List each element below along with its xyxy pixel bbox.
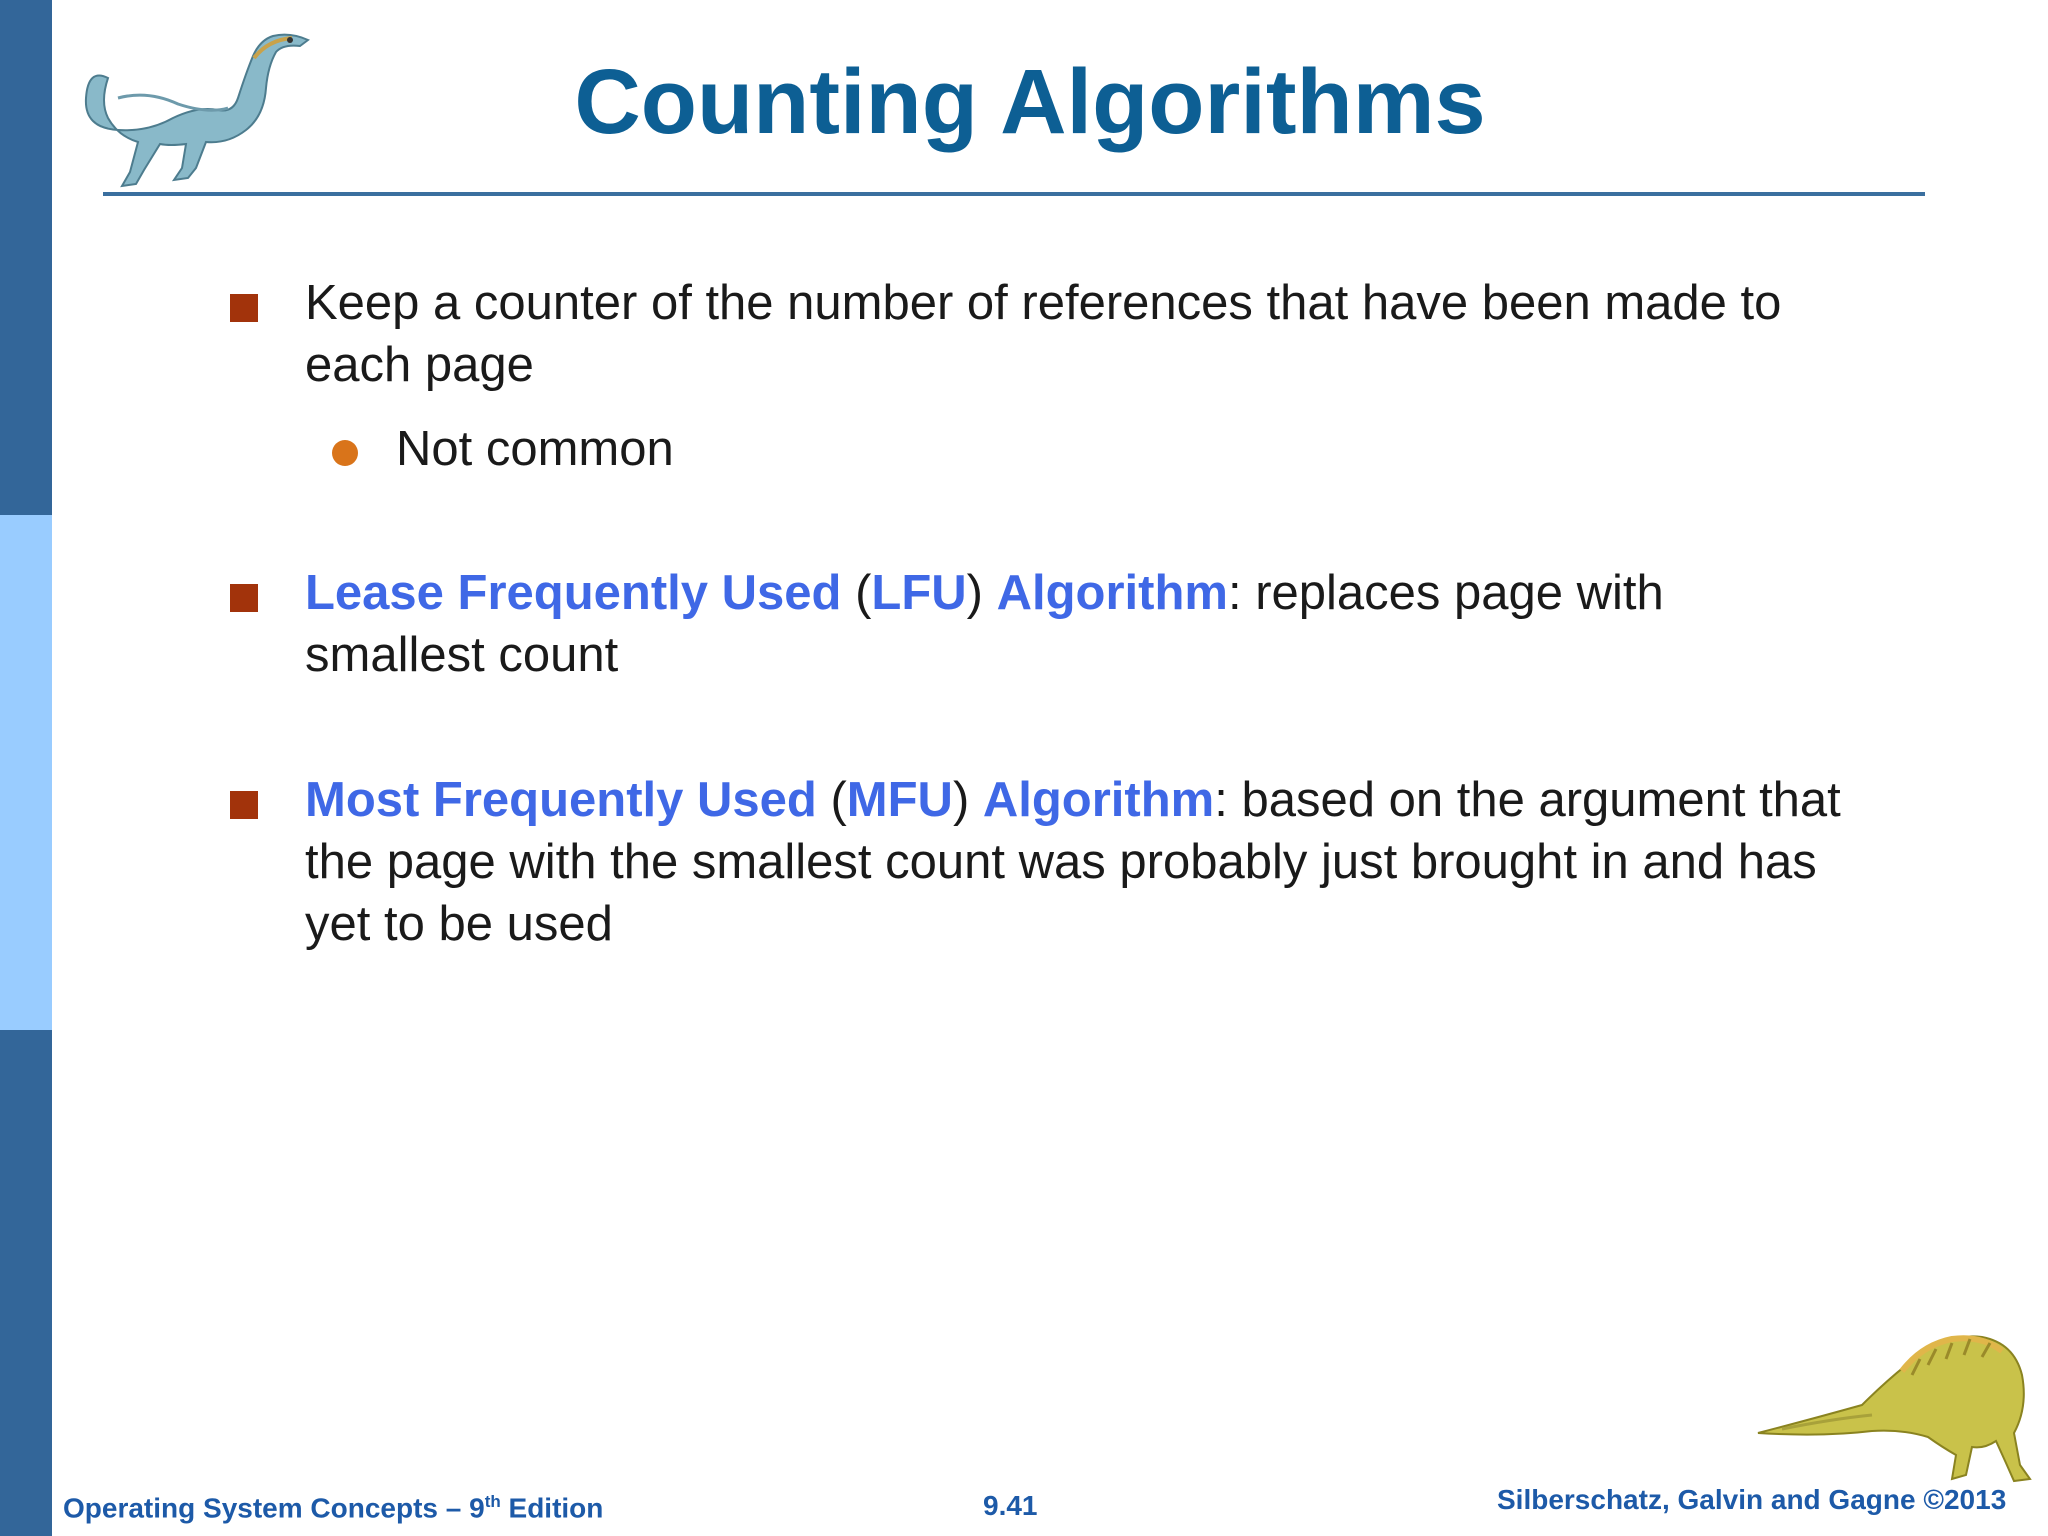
round-bullet-icon <box>332 440 358 466</box>
bullet-2-paren-open: ( <box>841 566 872 620</box>
footer-book-title <box>63 1492 603 1524</box>
title-divider <box>103 192 1925 196</box>
lfu-acronym: LFU <box>871 566 967 620</box>
footer-book-suffix: Edition <box>500 1492 604 1524</box>
footer-copyright: Silberschatz, Galvin and Gagne ©2013 <box>1497 1484 2007 1515</box>
bullet-2 <box>230 562 1850 686</box>
mfu-algorithm-word: Algorithm <box>982 773 1215 827</box>
footer-book-prefix: Operating System Concepts – 9 <box>63 1492 485 1524</box>
lfu-description: : replaces page with smallest count <box>305 566 1664 682</box>
bullet-1-text: Keep a counter of the number of references that have been made to each page <box>305 276 1782 392</box>
bullet-1 <box>230 272 1850 396</box>
square-bullet-icon <box>230 791 258 819</box>
dinosaur-icon <box>78 18 314 190</box>
bullet-3-text <box>305 769 1850 955</box>
sidebar-dark-top <box>0 0 52 515</box>
mfu-term: Most Frequently Used <box>305 773 817 827</box>
sub-bullet-1 <box>332 418 1732 480</box>
lfu-algorithm-word: Algorithm <box>996 566 1228 620</box>
sub-bullet-1-text: Not common <box>396 422 674 476</box>
slide-number: 9.41 <box>983 1490 1038 1521</box>
lfu-term: Lease Frequently Used <box>305 566 842 620</box>
sidebar-light-middle <box>0 515 52 1030</box>
bullet-3-paren-close: ) <box>952 773 983 827</box>
bullet-3 <box>230 769 1850 955</box>
square-bullet-icon <box>230 294 258 322</box>
page-title: Counting Algorithms <box>574 51 1486 153</box>
sidebar-dark-bottom <box>0 1030 52 1536</box>
mfu-acronym: MFU <box>846 773 953 827</box>
footer-book-superscript: th <box>484 1492 501 1511</box>
square-bullet-icon <box>230 584 258 612</box>
bullet-2-paren-close: ) <box>966 566 997 620</box>
mfu-description: : based on the argument that the page with the smallest count was probably just brought in and has yet to be used <box>305 773 1841 951</box>
bullet-2-text <box>305 562 1850 686</box>
dinosaur-icon <box>1752 1315 2037 1495</box>
bullet-3-paren-open: ( <box>816 773 847 827</box>
